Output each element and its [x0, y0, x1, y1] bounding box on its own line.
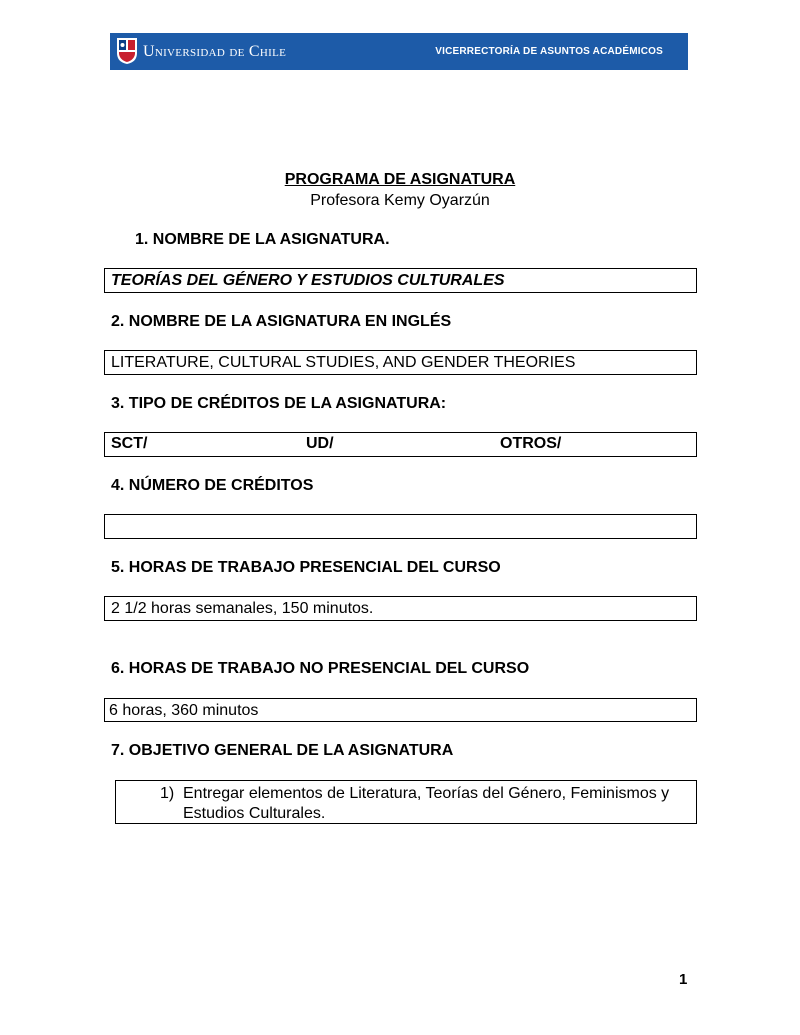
office-name: VICERRECTORÍA DE ASUNTOS ACADÉMICOS — [435, 46, 663, 57]
section-2-heading: 2. NOMBRE DE LA ASIGNATURA EN INGLÉS — [111, 313, 452, 330]
section-3-credit-types — [104, 432, 697, 457]
professor-name: Profesora Kemy Oyarzún — [310, 192, 490, 209]
objective-item-number: 1) — [160, 785, 175, 802]
section-4-value — [104, 514, 697, 539]
section-1-heading — [135, 231, 390, 249]
page-number: 1 — [679, 971, 688, 988]
page-title: PROGRAMA DE ASIGNATURA — [284, 171, 516, 188]
section-3-heading: 3. TIPO DE CRÉDITOS DE LA ASIGNATURA: — [111, 395, 447, 412]
section-4-heading: 4. NÚMERO DE CRÉDITOS — [111, 477, 314, 494]
header-banner — [110, 33, 688, 70]
section-7-objective — [115, 780, 697, 824]
section-5-heading: 5. HORAS DE TRABAJO PRESENCIAL DEL CURSO — [111, 559, 501, 576]
credit-type-sct: SCT/ — [111, 435, 148, 452]
credit-type-otros: OTROS/ — [500, 435, 562, 452]
objective-item-text: Entregar elementos de Literatura, Teorías del Género, Feminismos y Estudios Culturales. — [183, 785, 670, 822]
section-7-heading: 7. OBJETIVO GENERAL DE LA ASIGNATURA — [111, 742, 454, 759]
section-2-value: LITERATURE, CULTURAL STUDIES, AND GENDER THEORIES — [104, 350, 697, 375]
section-6-value: 6 horas, 360 minutos — [104, 698, 697, 722]
section-5-value: 2 1/2 horas semanales, 150 minutos. — [104, 596, 697, 621]
section-1-value: TEORÍAS DEL GÉNERO Y ESTUDIOS CULTURALES — [104, 268, 697, 293]
university-name: Universidad de Chile — [143, 43, 287, 60]
section-6-heading: 6. HORAS DE TRABAJO NO PRESENCIAL DEL CURSO — [111, 660, 530, 677]
credit-type-ud: UD/ — [306, 435, 334, 452]
university-crest-icon — [116, 37, 138, 65]
section-1-heading-text: 1. NOMBRE DE LA ASIGNATURA. — [135, 231, 390, 248]
